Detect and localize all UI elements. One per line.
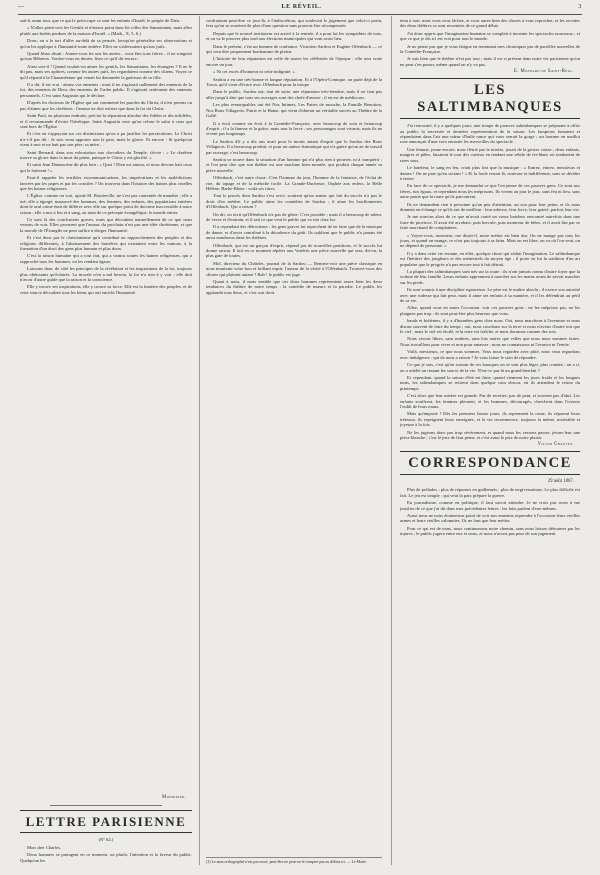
paragraph: Et cependant, quand la saison d'été est finie, quand viennent les jours froids et les longues nuits, les saltimbanques se retirent dans quelque coin obscur, où ils attendent le retour du printemps. <box>400 374 580 391</box>
column-left-body <box>20 18 192 295</box>
lettre-number: (Nº 62.) <box>98 836 114 842</box>
paragraph: Faut-il rappeler les terribles excommunications, les imprécations et les malédictions lancées par les papes et par les conciles ? On trouvera dans l'histoire des haines plus cruelles que les haines religieuses. <box>20 175 192 191</box>
paragraph: tenu à tout, mais vous vous fâchez, et vous aurez bien des choses à vous reprocher, et les recettes des deux théâtres se sont ressenties de ce grand débat. <box>400 18 580 29</box>
paragraph: Sardou a eu une très-bonne et longue réputation. Et à l'Opéra-Comique, on parle déjà de la Tosca, qu'il vient d'écrire avec Offenbach pour la troupe. <box>206 76 382 88</box>
column-middle-body <box>206 18 382 295</box>
paragraph: J'ai donc appris que l'imagination humaine se complait à inventer les spectacles nouveaux ; et que ce que je dis ici est vrai pour tout le monde. <box>400 30 580 42</box>
column-middle <box>206 18 382 865</box>
paragraph: Mol, directeur du Châtelet, journal de la Sardou — Rentrez-voir une pièce classique en nous montrant votre bon et brillant esprit, l'auteur de la vérité à l'Offenbach. Trouvez-vous des choses qui plaisent autant ? Bah ! le public est juge. <box>206 260 382 277</box>
paragraph: Quand Jésus disait : Aimez-vous les uns les autres... vous êtes tous frères... il ne songeait qu'aux Hébreux. Voulez-vous en douter, lisez ce qu'il dit encore : <box>20 51 192 62</box>
paragraph: En journalisme, comme en politique, il faut savoir attendre. Je ne crois pas avoir à me justifier de ce que j'ai dit dans mes précédentes lettres ; les faits parlent d'eux-mêmes. <box>400 500 580 511</box>
paragraph: Allez, quand vous en aurez l'occasion, voir ces pauvres gens ; ne les méprisez pas, ne les plaignez pas trop : ils sont peut-être plus heureux que vous. <box>400 305 580 316</box>
paragraph: D'après les docteurs de l'Église qui ont commenté les paroles du Christ, il n'est permis ou pas d'aimer que les chrétiens : l'amour ne doit exister que dans la foi du Christ. <box>20 100 192 111</box>
section-title-correspondance: CORRESPONDANCE <box>400 451 580 475</box>
paragraph: confrontant peut-être ce jour-là, à l'indiscrétion, qui soulevait le jugement que celui-ci porta, fera qu'on se souvient de plus d'une question sans pouvoir être récompensée. <box>206 18 382 29</box>
paragraph: Saint Bernard, dans son exhortation aux chevaliers du Temple, s'écrie : « Le chrétien trouve sa gloire dans la mort du païen, puisque le Christ y est glorifié. » <box>20 149 192 160</box>
paragraph: En face de ce spectacle, je me demandai ce que l'on pense de ces pauvres gens. Ce sont nos frères, nos égaux, et cependant nous les méprisons. Ils vivent au jour le jour, sans feu ni lieu, sans autre patrie que la route qu'ils parcourent. <box>400 183 580 200</box>
paragraph: L'histoire de leur réputation est celle de toutes les célébrités de l'époque ; elle sera vraie encore un jour. <box>206 56 382 67</box>
paragraph: Il y a dans cette vie errante, en effet, quelque chose qui séduit l'imagination. Le saltimbanque est l'héritier des jongleurs et des ménestrels du moyen âge ; il porte en lui la tradition d'un art populaire que le progrès n'a pas encore tout à fait détruit. <box>400 250 580 267</box>
footnote-area <box>206 854 382 865</box>
paragraph: La plupart des saltimbanques sont nés sur la route ; ils n'ont jamais connu d'autre foyer que la voiture de leur famille. Leurs enfants apprennent à marcher sur les mains avant de savoir marcher sur les pieds. <box>400 269 580 285</box>
paragraph: Ce que je sais, c'est qu'en sortant de ces baraques on se sent plus léger, plus content ; on a ri, on a oublié un instant les soucis de la vie. N'est-ce pas là un grand bienfait ? <box>400 362 580 373</box>
article-signature: Mondidier. <box>162 794 186 800</box>
paragraph: Deux hommes se partagent en ce moment, ou plutôt, l'attention et la faveur du public. Quelqu'un les <box>20 852 192 863</box>
newspaper-title: LE RÉVEIL. <box>281 4 322 10</box>
paragraph: Il a écrit comme on écrit à la Comédie-Française, avec beaucoup de soin et beaucoup d'esprit ; il a la finesse et la grâce, mais non la force ; ses personnages sont vivants, mais ils ne vivent pas longtemps. <box>206 120 382 137</box>
paragraph: Dans le présent, c'est un homme de confiance. Victorien Sardou et Eugène Offenbach — ce qui veut dire proprement bonhomme de plaisir. <box>206 43 382 55</box>
header-left-mark: — <box>18 4 25 10</box>
column-right <box>400 18 580 865</box>
paragraph: Quant à nous, il nous semble que ces deux hommes représentent assez bien les deux tendances du théâtre de notre temps : la comédie de mœurs et la parodie. Le public les applaudit tous deux, et c'est son droit. <box>206 279 382 295</box>
separator-rule <box>50 805 162 806</box>
column-divider <box>391 16 392 865</box>
article-signature: Victor Chauvet. <box>537 442 574 448</box>
page-number: 3 <box>578 4 582 10</box>
column-divider <box>199 16 200 865</box>
page-header <box>18 2 582 12</box>
paragraph: Offenbach, c'est autre chose. C'est l'homme du jour, l'homme de la fantaisie, de l'éclat de rire, du tapage et de la mélodie facile. La Grande-Duchesse, Orphée aux enfers, la Belle Hélène, Barbe-Bleue : voilà ses titres. <box>206 175 382 191</box>
paragraph: Tout le procès dont Sardou s'est servi, soutient qu'un auteur qui fait du succès n'a pas le droit d'en médire. Le public aime les comédies de Sardou ; il aime les bouffonneries d'Offenbach. Qui a raison ? <box>206 193 382 210</box>
paragraph: Aussi nous ne nous étonnerons point de voir nos ennemis reprendre à l'occasion leurs vieilles armes et leurs vieilles calomnies. Ils ne font que leur métier. <box>400 513 580 524</box>
paragraph: « Voyez-vous, monsieur, me disait-il, notre métier est bien dur. On ne mange pas tous les jours, et quand on mange, ce n'est pas toujours à sa faim. Mais on est libre, on va où l'on veut, on ne dépend de personne. » <box>400 232 580 249</box>
section-title-lettre-parisienne: LETTRE PARISIENNE <box>20 810 192 833</box>
paragraph: L'Église, comme on voit, ajoute M. Boutteville, ne s'est pas contentée de maudire ; elle a tué, elle a égorgé, massacré des hommes, des femmes, des enfants, des populations entières dont le seul crime était de différer avec elle sur quelque point de doctrine inaccessible à notre raison ; elle a mis à feu et à sang, au nom de ce précepte évangélique, le monde entier. <box>20 193 192 215</box>
lettre-section <box>20 793 192 865</box>
paragraph: Le Sardou d'il y a dix ans avait pour le moins autant d'esprit que le Sardou des Bons Villageois. Il a beaucoup produit, et pour un auteur dramatique qui n'a guère qu'un an de travail par ouvrage, c'est beaucoup. <box>206 138 382 155</box>
article-signature: E. Mosnard de Saint-Réal. <box>514 69 574 75</box>
paragraph: Je me souvins alors de ce que m'avait conté un vieux bateleur rencontré autrefois dans une foire de province. Il avait été acrobate, puis hercule, puis montreur de bêtes, et il avait fini par se faire marchand de complaintes. <box>400 214 580 231</box>
column-left <box>20 18 192 865</box>
paragraph: Ainsi soit-il ! Quand voulait-on aimer les gentils, les Samaritains, les étrangers ? Il ne le dit pas, mais ses apôtres, comme les autres juifs, les regardaient comme des chiens. Voyez ce qu'il répond à la Chananéenne qui venait lui demander la guérison de sa fille. <box>20 63 192 80</box>
paragraph: Saint Paul, en plusieurs endroits, précise la séparation absolue des fidèles et des infidèles, et il recommande d'éviter l'hérétique. Saint Augustin veut qu'on refuse le salut à ceux qui sont hors de l'Église. <box>20 113 192 129</box>
paragraph: Donc, on a le tort d'aller au-delà de sa pensée, lorsqu'on généralise ses observations et qu'on les applique à l'humanité toute entière. Elles ne s'adressaient qu'aux juifs. <box>20 38 192 49</box>
paragraph: Je sais bien que le théâtre n'est pas tout ; mais il est si présent dans notre vie parisienne qu'on ne peut s'en passer, même quand on n'y va pas. <box>400 56 580 67</box>
paragraph: « Ni cet excès d'honneur ni cette indignité. » <box>213 69 295 75</box>
paragraph: Une femme, jeune encore, mais flétrie par la misère, jouait de la grosse caisse ; deux enfants, maigres et pâles, faisaient le tour des curieux en tendant une sébile de fer-blanc où tombaient de rares sous. <box>400 146 580 163</box>
paragraph: Mais qu'importe ! Dès les premiers beaux jours, ils reprennent la route, ils réparent leurs tréteaux, ils repeignent leurs enseignes, et la vie recommence, toujours la même, misérable et joyeuse à la fois. <box>400 411 580 428</box>
paragraph: Elle y trouve ses inspirations, elle y trouve sa force. Elle est la lumière des peuples, et de cette source découlent tous les biens qui ont enrichi l'humanité. <box>20 284 192 295</box>
footnote: (1) Le nom orthographié n'est pas exact, peut-être ne peut-on le compter pas au défaut ici. — Le Maire. <box>206 857 382 865</box>
paragraph: Offenbach, qui est un garçon d'esprit, répond par de nouvelles partitions, et le succès lui donne raison. Il fait en ce moment répéter aux Variétés une pièce nouvelle qui sera, dit-on, la plus gaie de toutes. <box>206 242 382 259</box>
paragraph: Ils ne demandent rien à personne qu'un peu d'attention, un sou pour leur peine, et ils nous donnent en échange ce qu'ils ont de meilleur : leur adresse, leur force, leur gaieté, parfois leur vie. <box>400 201 580 212</box>
paragraph: Laissons donc de côté les principes de la révélation et les inspirations de la foi, toujours plus obéissants qu'éclairés. La morale n'en a nul besoin, la foi n'a rien à y voir ; elle doit n'avoir d'autre guide que la raison et la conscience. <box>20 266 192 283</box>
header-rule <box>18 14 582 15</box>
paragraph: bauds et bohèmes, il y a d'honnêtes gens chez nous. Oui, nous marchons à l'aventure et nous disons souvent de faire du temps ; oui, nous couchons sur la terre et nous n'avons d'autre toit que le ciel ; mais le ciel est étoilé, et la terre est fraîche, et nous dormons comme des rois. <box>400 318 580 335</box>
paragraph: On dit, on écrit qu'Offenbach n'a pas de génie. C'est possible ; mais il a beaucoup de talent, de verve et d'entrain, et il sait ce que veut le public qui va rire chez lui. <box>206 211 382 222</box>
paragraph: Et saint Jean Damascène dit plus loin : « Quoi ! Dieu est amour, et nous devons haïr ceux qui le haïssent ! » <box>20 162 192 173</box>
paragraph: Plus de préludes ; plus de réponses en guillemets ; plus de tergiversations. Le plus difficile est fait. Le jeu est simple : qui veut la paix prépare la guerre. <box>400 487 580 498</box>
paragraph: Ne les jugeons donc pas trop sévèrement, et quand nous les verrons passer, jetons-leur une pièce blanche ; c'est le prix de leur peine, et c'est aussi le prix de notre plaisir. <box>400 429 580 440</box>
paragraph: Et c'est en s'appuyant sur ces distinctions qu'on a pu justifier les persécutions. Le Christ n'a-t-il pas dit : Je suis venu apporter non la paix, mais le glaive. Et encore : Si quelqu'un vient à moi et ne hait pas son père, sa mère... <box>20 131 192 148</box>
paragraph: Voilà, messieurs, ce que nous sommes. Vous nous regardez avec pitié, nous vous regardons avec indulgence : qui de nous a raison ? Je vous laisse le soin de répondre. <box>400 349 580 360</box>
paragraph: Pour ce qui est de nous, nous continuerons notre chemin, sans nous laisser détourner par les injures ; le public jugera entre eux et nous, et nous n'avons pas peur de son jugement. <box>400 525 580 537</box>
paragraph: Dans le public, Sardou eut, tout de suite, une réputation très-étendue, mais il ne faut pas aller jusqu'à dire que tous ses ouvrages sont des chefs-d'œuvre ; il en est de médiocres. <box>206 89 382 100</box>
paragraph: Depuis que le nouvel instituteur est arrivé à la rentrée, il a pour lui les sympathies de tous, et on va le prouver plus tard aux élections municipales qui vont avoir lieu. <box>206 30 382 42</box>
paragraph: Nous vivons libres, sans maîtres, sans lois autres que celles que nous nous sommes faites. Nous travaillons pour vivre et non pour amasser ; nous ne connaissons ni l'avarice ni l'envie. <box>400 336 580 347</box>
paragraph: Le bateleur, le sang en feu, criait plus fort que la musique : « Entrez, entrez, messieurs et dames ! On ne paie qu'en sortant ! » Et la foule restait là, curieuse et indifférente, sans se décider à entrer. <box>400 165 580 181</box>
paragraph: J'ai rencontré, il y a quelques jours, une troupe de pauvres saltimbanques se préparant à offrir au public la traversée et dernière représentation de la saison. Les lampions fumaient et répandaient dans l'air une odeur d'huile rance qui vous serrait la gorge ; un homme en maillot rose annonçait d'une voix enrouée les merveilles du spectacle. <box>400 123 580 145</box>
paragraph: Et c'est donc par le christianisme qu'à contribué au rapprochement des peuples et des religions différentes, à l'abaissement des barrières qui existaient entre les nations, à la formation d'un droit des gens plus humain et plus doux. <box>20 235 192 252</box>
paragraph: Sardou se trouve dans la situation d'un homme qui n'a plus rien à prouver, ni à conquérir ; et l'on peut dire que son théâtre est une machine bien montée, qui produit chaque année sa pièce nouvelle. <box>206 156 382 173</box>
section-title-saltimbanques: LES SALTIMBANQUES <box>400 78 580 119</box>
paragraph: sait-il avant tout, que ce qui le préoccupe ce sont les enfants d'Israël, le peuple de Dieu : <box>20 18 182 23</box>
paragraph: C'est alors que leur misère est grande. Pas de recettes, pas de pain, et souvent pas d'abri. Les enfants souffrent, les femmes pleurent, et les hommes, découragés, cherchent dans l'ivresse l'oubli de leurs maux. <box>400 393 580 409</box>
paragraph: Ils sont soumis à une discipline rigoureuse. Le père est le maître absolu ; il exerce son autorité avec une rudesse qui fait peur, mais il aime ses enfants à sa manière, et il les défendrait au péril de sa vie. <box>400 287 580 304</box>
paragraph: « N'allez point vers les Gentils et n'entrez point dans les villes des Samaritains, mais allez plutôt aux brebis perdues de la maison d'Israël. » (Math., X, 5, 6.) <box>20 25 192 36</box>
correspondance-date: 29 août 1867. <box>547 479 574 485</box>
paragraph: Mon cher Charles, <box>27 844 62 850</box>
paragraph: Il a cependant des détracteurs : les gens graves lui reprochent de ne faire que de la musique de danse, et d'avoir contribué à la décadence du goût. Ils oublient que le public n'a jamais été aussi nombreux dans les théâtres. <box>206 224 382 241</box>
paragraph: Ce sont là des conclusions graves, mais qui découlent naturellement de ce que nous venons de voir. Elles prouvent que l'amour du prochain n'est pas une idée chrétienne, et que la morale de l'Évangile ne peut suffire à diriger l'humanité. <box>20 217 192 233</box>
paragraph: C'est la raison humaine qui a tout fait, qui a vaincu toutes les haines religieuses, qui a rapproché tous les hommes, en les rendant égaux. <box>20 253 192 264</box>
paragraph: Il a dit, il est vrai : aimez vos ennemis ; mais il ne s'agissait nullement des ennemis de la foi, des ennemis de Dieu, des ennemis de l'ordre public. Il s'agissait seulement des ennemis personnels. C'est saint Augustin qui le déclare. <box>20 82 192 98</box>
paragraph: Les plus remarquables ont été Nos Intimes, Les Pattes de mouche, la Famille Benoiton, Nos Bons Villageois, Patrie et la Haine, qui vient d'obtenir un véritable succès au Théâtre de la Gaîté. <box>206 102 382 119</box>
paragraph: Je ne pense pas que je vous fatigue en terminant mes chroniques par de pareilles nouvelles de la Comédie-Française. <box>400 43 580 55</box>
